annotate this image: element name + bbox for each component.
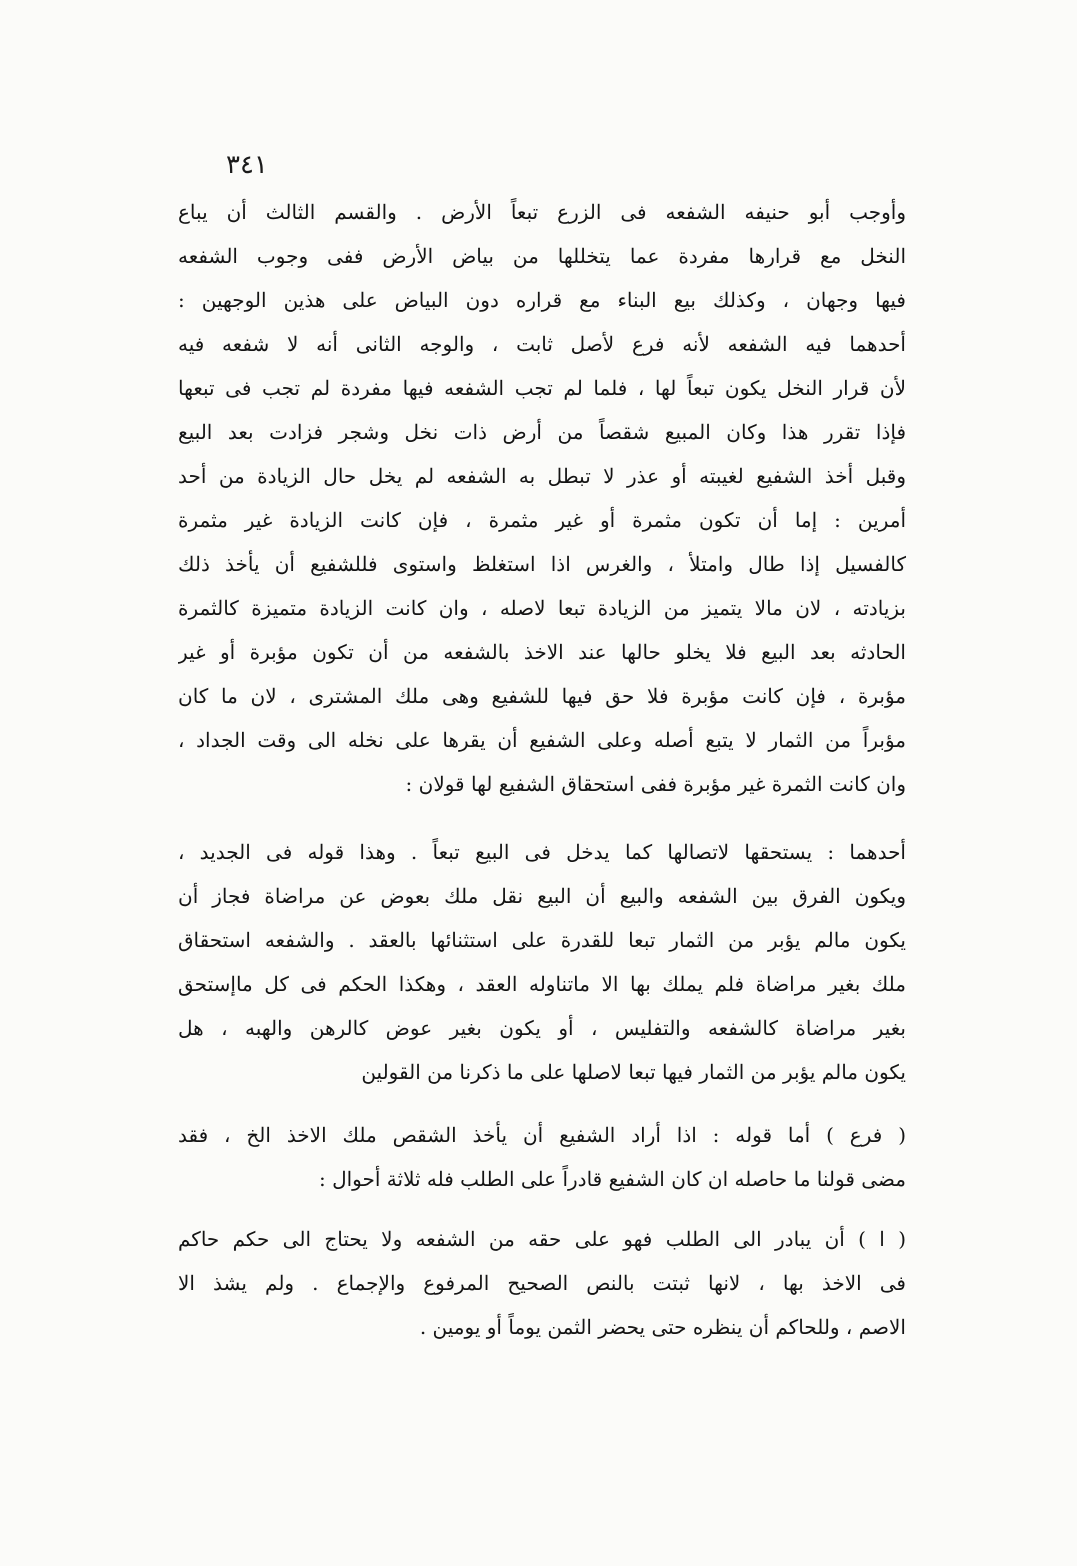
text-line: بزيادته ، لان مالا يتميز من الزيادة تبعا لاصله ، وان كانت الزيادة متميزة كالثمرة	[178, 596, 906, 620]
paragraph-2	[178, 830, 906, 1094]
text-line: بغير مراضاة كالشفعه والتفليس ، أو يكون بغير عوض كالرهن والهبه ، هل	[178, 1016, 906, 1040]
text-line: مضى قولنا ما حاصله ان كان الشفيع قادراً على الطلب فله ثلاثة أحوال :	[318, 1167, 906, 1191]
text-line: وقبل أخذ الشفيع لغيبته أو عذر لا تبطل به الشفعه لم يخل حال الزيادة من أحد	[178, 464, 906, 488]
paragraph-3	[178, 1113, 906, 1201]
text-line: وأوجب أبو حنيفه الشفعه فى الزرع تبعاً الأرض . والقسم الثالث أن يباع	[178, 200, 906, 224]
text-line: مؤبرة ، فإن كانت مؤبرة فلا حق فيها للشفيع وهى ملك المشترى ، لان ما كان	[178, 684, 906, 708]
text-line: ويكون الفرق بين الشفعه والبيع أن البيع نقل ملك بعوض عن مراضاة فجاز أن	[178, 884, 906, 908]
text-line: أمرين : إما أن تكون مثمرة أو غير مثمرة ، فإن كانت الزيادة غير مثمرة	[178, 508, 906, 532]
text-line: كالفسيل إذا طال وامتلأ ، والغرس اذا استغلظ واستوى فللشفيع أن يأخذ ذلك	[178, 552, 906, 576]
text-line: مؤبراً من الثمار لا يتبع أصله وعلى الشفيع أن يقرها على نخله الى وقت الجداد ،	[178, 728, 906, 752]
text-line: وان كانت الثمرة غير مؤبرة ففى استحقاق الشفيع لها قولان :	[405, 772, 906, 796]
text-line: لأن قرار النخل يكون تبعاً لها ، فلما لم تجب الشفعه فيها مفردة لم تجب فى تبعها	[178, 376, 906, 400]
text-line: ( فرع ) أما قوله : اذا أراد الشفيع أن يأخذ الشقص ملك الاخذ الخ ، فقد	[178, 1123, 906, 1147]
page-number: ٣٤١	[226, 150, 268, 180]
text-line: ملك بغير مراضاة فلم يملك بها الا ماتناوله العقد ، وهكذا الحكم فى كل ماإستحق	[178, 972, 906, 996]
text-line: يكون مالم يؤبر من الثمار تبعا للقدرة على استثنائها بالعقد . والشفعه استحقاق	[178, 928, 906, 952]
text-line: فإذا تقرر هذا وكان المبيع شقصاً من أرض ذات نخل وشجر فزادت بعد البيع	[178, 420, 906, 444]
text-line: أحدهما : يستحقها لاتصالها كما يدخل فى البيع تبعاً . وهذا قوله فى الجديد ،	[178, 840, 906, 864]
text-line: الاصم ، وللحاكم أن ينظره حتى يحضر الثمن يوماً أو يومين .	[419, 1315, 906, 1339]
text-line: أحدهما فيه الشفعه لأنه فرع لأصل ثابت ، والوجه الثانى أنه لا شفعه فيه	[178, 332, 906, 356]
text-line: النخل مع قرارها مفردة عما يتخللها من بياض الأرض ففى وجوب الشفعه	[178, 244, 906, 268]
paragraph-4	[178, 1217, 906, 1349]
text-line: فيها وجهان ، وكذلك بيع البناء مع قراره دون البياض على هذين الوجهين :	[178, 288, 906, 312]
paragraph-1	[178, 190, 906, 806]
text-line: يكون مالم يؤبر من الثمار فيها تبعا لاصلها على ما ذكرنا من القولين	[361, 1060, 906, 1084]
text-line: فى الاخذ بها ، لانها ثبتت بالنص الصحيح المرفوع والإجماع . ولم يشذ الا	[178, 1271, 906, 1295]
text-line: ( ا ) أن يبادر الى الطلب فهو على حقه من الشفعه ولا يحتاج الى حكم حاكم	[178, 1227, 906, 1251]
text-line: الحادثه بعد البيع فلا يخلو حالها عند الاخذ بالشفعه من أن تكون مؤبرة أو غير	[178, 640, 906, 664]
